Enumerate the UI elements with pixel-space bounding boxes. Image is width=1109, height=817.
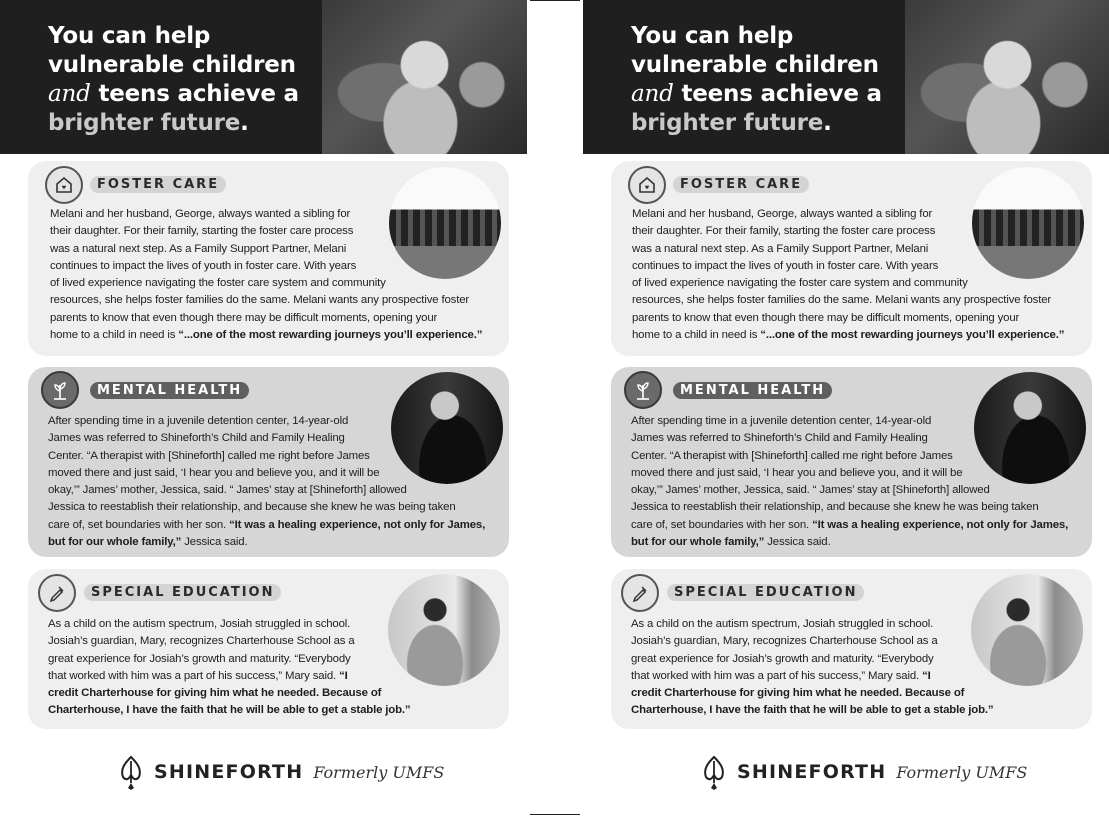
text-line: Jessica to reestablish their relationship, and because she knew he was being taken bbox=[631, 501, 1039, 514]
hero-photo-girl bbox=[905, 0, 1109, 154]
hero-headline bbox=[631, 22, 901, 138]
hero-line-2: vulnerable children bbox=[631, 52, 879, 78]
text-line: their daughter. For their family, starting the foster care process bbox=[50, 225, 354, 238]
hero-line-3-rest: teens achieve a bbox=[673, 81, 882, 107]
hero-bright: brighter future bbox=[631, 110, 824, 136]
text-line bbox=[631, 668, 993, 685]
quote-bold: credit Charterhouse for giving him what he needed. Because of bbox=[48, 687, 382, 700]
special-education-text bbox=[48, 616, 410, 720]
text-line: moved there and just said, ‘I hear you and believe you, and it will be bbox=[631, 466, 963, 479]
text-plain: Jessica said. bbox=[764, 536, 831, 549]
mental-health-text bbox=[631, 413, 1068, 551]
text-plain: care of, set boundaries with her son. bbox=[48, 518, 230, 531]
hero-line-1: You can help bbox=[48, 23, 211, 49]
quote-bold: “It was a healing experience, not only for James, bbox=[812, 518, 1069, 531]
text-line bbox=[48, 517, 485, 534]
text-plain: care of, set boundaries with her son. bbox=[631, 518, 813, 531]
hero-line-4 bbox=[631, 109, 901, 138]
mental-health-card bbox=[611, 367, 1092, 557]
logo-formerly: Formerly UMFS bbox=[896, 762, 1028, 782]
text-line bbox=[48, 702, 410, 719]
logo-name: SHINEFORTH bbox=[154, 761, 304, 783]
text-line: great experience for Josiah’s growth and maturity. “Everybody bbox=[631, 652, 934, 665]
tree-icon bbox=[624, 371, 662, 409]
text-line: As a child on the autism spectrum, Josiah struggled in school. bbox=[631, 618, 934, 630]
house-heart-icon bbox=[45, 166, 83, 204]
mental-health-title: MENTAL HEALTH bbox=[90, 382, 249, 399]
hero-line-4 bbox=[48, 109, 318, 138]
text-line: their daughter. For their family, starting the foster care process bbox=[632, 225, 936, 238]
text-line: okay,’” James’ mother, Jessica, said. “ James’ stay at [Shineforth] allowed bbox=[48, 484, 407, 497]
quote-bold: but for our whole family,” bbox=[48, 536, 182, 549]
quote-bold: “...one of the most rewarding journeys you’ll experience.” bbox=[178, 329, 483, 342]
text-line: James was referred to Shineforth’s Child and Family Healing bbox=[48, 432, 345, 445]
text-line bbox=[631, 534, 1068, 551]
text-plain: Jessica said. bbox=[181, 536, 248, 549]
shineforth-logo bbox=[699, 752, 1027, 792]
special-education-title: SPECIAL EDUCATION bbox=[84, 584, 281, 601]
hero-line-3 bbox=[48, 80, 318, 109]
text-line: After spending time in a juvenile detention center, 14-year-old bbox=[631, 415, 932, 427]
hero-banner bbox=[583, 0, 1109, 154]
pencil-icon bbox=[38, 574, 76, 612]
text-line: After spending time in a juvenile detention center, 14-year-old bbox=[48, 415, 349, 427]
house-heart-icon bbox=[628, 166, 666, 204]
quote-bold: “...one of the most rewarding journeys you’ll experience.” bbox=[760, 329, 1065, 342]
hero-bright: brighter future bbox=[48, 110, 241, 136]
quote-bold: credit Charterhouse for giving him what he needed. Because of bbox=[631, 687, 965, 700]
text-line: moved there and just said, ‘I hear you and believe you, and it will be bbox=[48, 466, 380, 479]
special-education-text bbox=[631, 616, 993, 720]
text-plain: that worked with him was a part of his success,” Mary said. bbox=[631, 669, 923, 682]
text-plain: home to a child in need is bbox=[632, 329, 761, 342]
text-line: continues to impact the lives of youth in foster care. With years bbox=[50, 259, 357, 272]
firefly-logo-icon bbox=[116, 753, 146, 791]
text-line: resources, she helps foster families do the same. Melani wants any prospective foster bbox=[632, 294, 1052, 307]
text-line: Josiah’s guardian, Mary, recognizes Charterhouse School as a bbox=[631, 635, 938, 648]
text-line: okay,’” James’ mother, Jessica, said. “ James’ stay at [Shineforth] allowed bbox=[631, 484, 990, 497]
crop-mark-bottom bbox=[530, 814, 580, 815]
text-plain: home to a child in need is bbox=[50, 329, 179, 342]
text-line: of lived experience navigating the foster care system and community bbox=[50, 277, 386, 290]
text-line: James was referred to Shineforth’s Child and Family Healing bbox=[631, 432, 928, 445]
text-line: was a natural next step. As a Family Support Partner, Melani bbox=[50, 242, 347, 255]
hero-period: . bbox=[240, 110, 249, 136]
text-line bbox=[48, 534, 485, 551]
text-line: resources, she helps foster families do the same. Melani wants any prospective foster bbox=[50, 294, 470, 307]
text-line: Josiah’s guardian, Mary, recognizes Charterhouse School as a bbox=[48, 635, 355, 648]
logo-formerly: Formerly UMFS bbox=[313, 762, 445, 782]
text-line bbox=[50, 327, 482, 344]
text-line: Jessica to reestablish their relationship, and because she knew he was being taken bbox=[48, 501, 456, 514]
text-line bbox=[632, 327, 1064, 344]
text-line: great experience for Josiah’s growth and maturity. “Everybody bbox=[48, 652, 351, 665]
quote-bold: Charterhouse, I have the faith that he will be able to get a stable job.” bbox=[631, 704, 994, 717]
text-line: Center. “A therapist with [Shineforth] called me right before James bbox=[48, 449, 370, 462]
mental-health-card bbox=[28, 367, 509, 557]
text-line: Melani and her husband, George, always wanted a sibling for bbox=[632, 208, 933, 220]
quote-bold: “It was a healing experience, not only for James, bbox=[229, 518, 486, 531]
pencil-icon bbox=[621, 574, 659, 612]
logo-name: SHINEFORTH bbox=[737, 761, 887, 783]
text-line: continues to impact the lives of youth in foster care. With years bbox=[632, 259, 939, 272]
foster-care-text bbox=[632, 206, 1064, 344]
text-line: Melani and her husband, George, always wanted a sibling for bbox=[50, 208, 351, 220]
mental-health-text bbox=[48, 413, 485, 551]
foster-care-text bbox=[50, 206, 482, 344]
flyer-panel-right bbox=[583, 0, 1109, 817]
text-line: of lived experience navigating the foster care system and community bbox=[632, 277, 968, 290]
shineforth-logo bbox=[116, 752, 444, 792]
hero-line-1: You can help bbox=[631, 23, 794, 49]
hero-banner bbox=[0, 0, 527, 154]
firefly-logo-icon bbox=[699, 753, 729, 791]
special-education-title: SPECIAL EDUCATION bbox=[667, 584, 864, 601]
tree-icon bbox=[41, 371, 79, 409]
hero-headline bbox=[48, 22, 318, 138]
text-line bbox=[48, 668, 410, 685]
quote-bold: but for our whole family,” bbox=[631, 536, 765, 549]
crop-mark-top bbox=[530, 0, 580, 1]
hero-photo-girl bbox=[322, 0, 527, 154]
quote-bold: “I bbox=[339, 669, 348, 682]
foster-care-title: FOSTER CARE bbox=[90, 176, 226, 193]
text-line bbox=[48, 685, 410, 702]
hero-line-3-rest: teens achieve a bbox=[90, 81, 299, 107]
hero-line-3 bbox=[631, 80, 901, 109]
foster-care-card bbox=[28, 161, 509, 356]
foster-care-card bbox=[611, 161, 1092, 356]
text-line bbox=[631, 685, 993, 702]
text-line: parents to know that even though there may be difficult moments, opening your bbox=[50, 311, 438, 324]
text-line bbox=[631, 517, 1068, 534]
text-line: parents to know that even though there may be difficult moments, opening your bbox=[632, 311, 1020, 324]
hero-and: and bbox=[48, 81, 91, 107]
quote-bold: Charterhouse, I have the faith that he will be able to get a stable job.” bbox=[48, 704, 411, 717]
foster-care-title: FOSTER CARE bbox=[673, 176, 809, 193]
hero-line-2: vulnerable children bbox=[48, 52, 296, 78]
hero-period: . bbox=[823, 110, 832, 136]
text-line: was a natural next step. As a Family Support Partner, Melani bbox=[632, 242, 929, 255]
mental-health-title: MENTAL HEALTH bbox=[673, 382, 832, 399]
special-education-card bbox=[611, 569, 1092, 729]
hero-and: and bbox=[631, 81, 674, 107]
flyer-panel-left bbox=[0, 0, 527, 817]
text-line bbox=[631, 702, 993, 719]
text-plain: that worked with him was a part of his success,” Mary said. bbox=[48, 669, 340, 682]
text-line: Center. “A therapist with [Shineforth] called me right before James bbox=[631, 449, 953, 462]
text-line: As a child on the autism spectrum, Josiah struggled in school. bbox=[48, 618, 351, 630]
special-education-card bbox=[28, 569, 509, 729]
quote-bold: “I bbox=[922, 669, 931, 682]
